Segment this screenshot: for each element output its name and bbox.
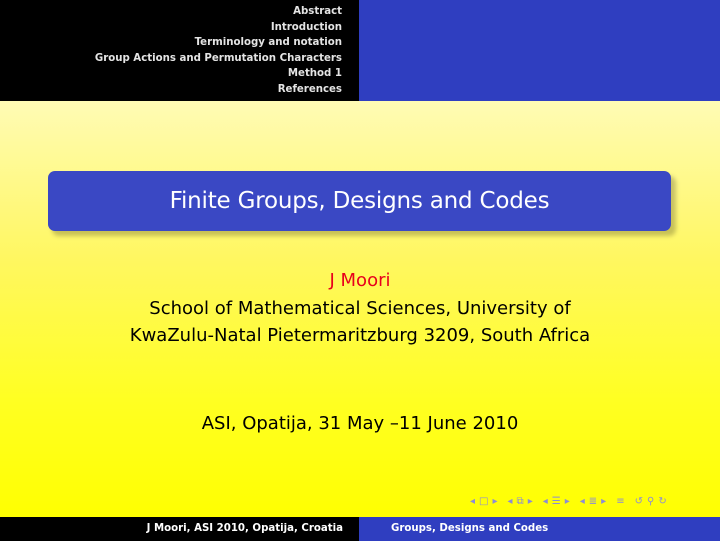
nav-search-icon[interactable]: ⚲: [646, 496, 655, 507]
presentation-title: Finite Groups, Designs and Codes: [48, 171, 671, 231]
nav-section-prev-2-icon[interactable]: ◂: [579, 496, 585, 507]
nav-frame-prev-icon[interactable]: ◂: [470, 496, 476, 507]
nav-subsection-prev-icon[interactable]: ◂: [507, 496, 513, 507]
headline-blue-panel: [359, 0, 720, 101]
nav-undo-icon[interactable]: ↺: [634, 496, 643, 507]
nav-section-next-2-icon[interactable]: ▸: [601, 496, 607, 507]
nav-section-prev-icon[interactable]: ◂: [542, 496, 548, 507]
presentation-date: ASI, Opatija, 31 May –11 June 2010: [201, 413, 519, 434]
nav-align-icon[interactable]: ≡: [616, 496, 625, 507]
footer-author: J Moori, ASI 2010, Opatija, Croatia: [0, 517, 359, 541]
institute-line-1: School of Mathematical Sciences, University of: [149, 298, 571, 319]
nav-section-icon[interactable]: ☰: [551, 496, 561, 507]
footer-short-title: Groups, Designs and Codes: [359, 517, 720, 541]
nav-section-next-icon[interactable]: ▸: [564, 496, 570, 507]
headline: [0, 0, 720, 101]
nav-section-terminology[interactable]: Terminology and notation: [194, 37, 342, 49]
nav-frame-next-icon[interactable]: ▸: [492, 496, 498, 507]
institute-line-2: KwaZulu-Natal Pietermaritzburg 3209, South Africa: [129, 325, 591, 346]
nav-section-references[interactable]: References: [277, 83, 342, 95]
nav-subsection-icon[interactable]: ⧉: [516, 496, 524, 507]
nav-section-group-actions[interactable]: Group Actions and Permutation Characters: [94, 52, 342, 64]
nav-subsection-next-icon[interactable]: ▸: [527, 496, 533, 507]
beamer-navigation-symbols: [470, 496, 671, 507]
footline: [0, 517, 720, 541]
nav-section-introduction[interactable]: Introduction: [270, 21, 342, 33]
nav-frame-icon[interactable]: □: [479, 496, 489, 507]
nav-redo-icon[interactable]: ↻: [658, 496, 667, 507]
author-name: J Moori: [329, 270, 391, 291]
section-navigation: [0, 0, 359, 101]
nav-section-list-icon[interactable]: ≣: [588, 496, 598, 507]
nav-section-abstract[interactable]: Abstract: [293, 6, 342, 17]
nav-section-method-1[interactable]: Method 1: [287, 68, 342, 80]
